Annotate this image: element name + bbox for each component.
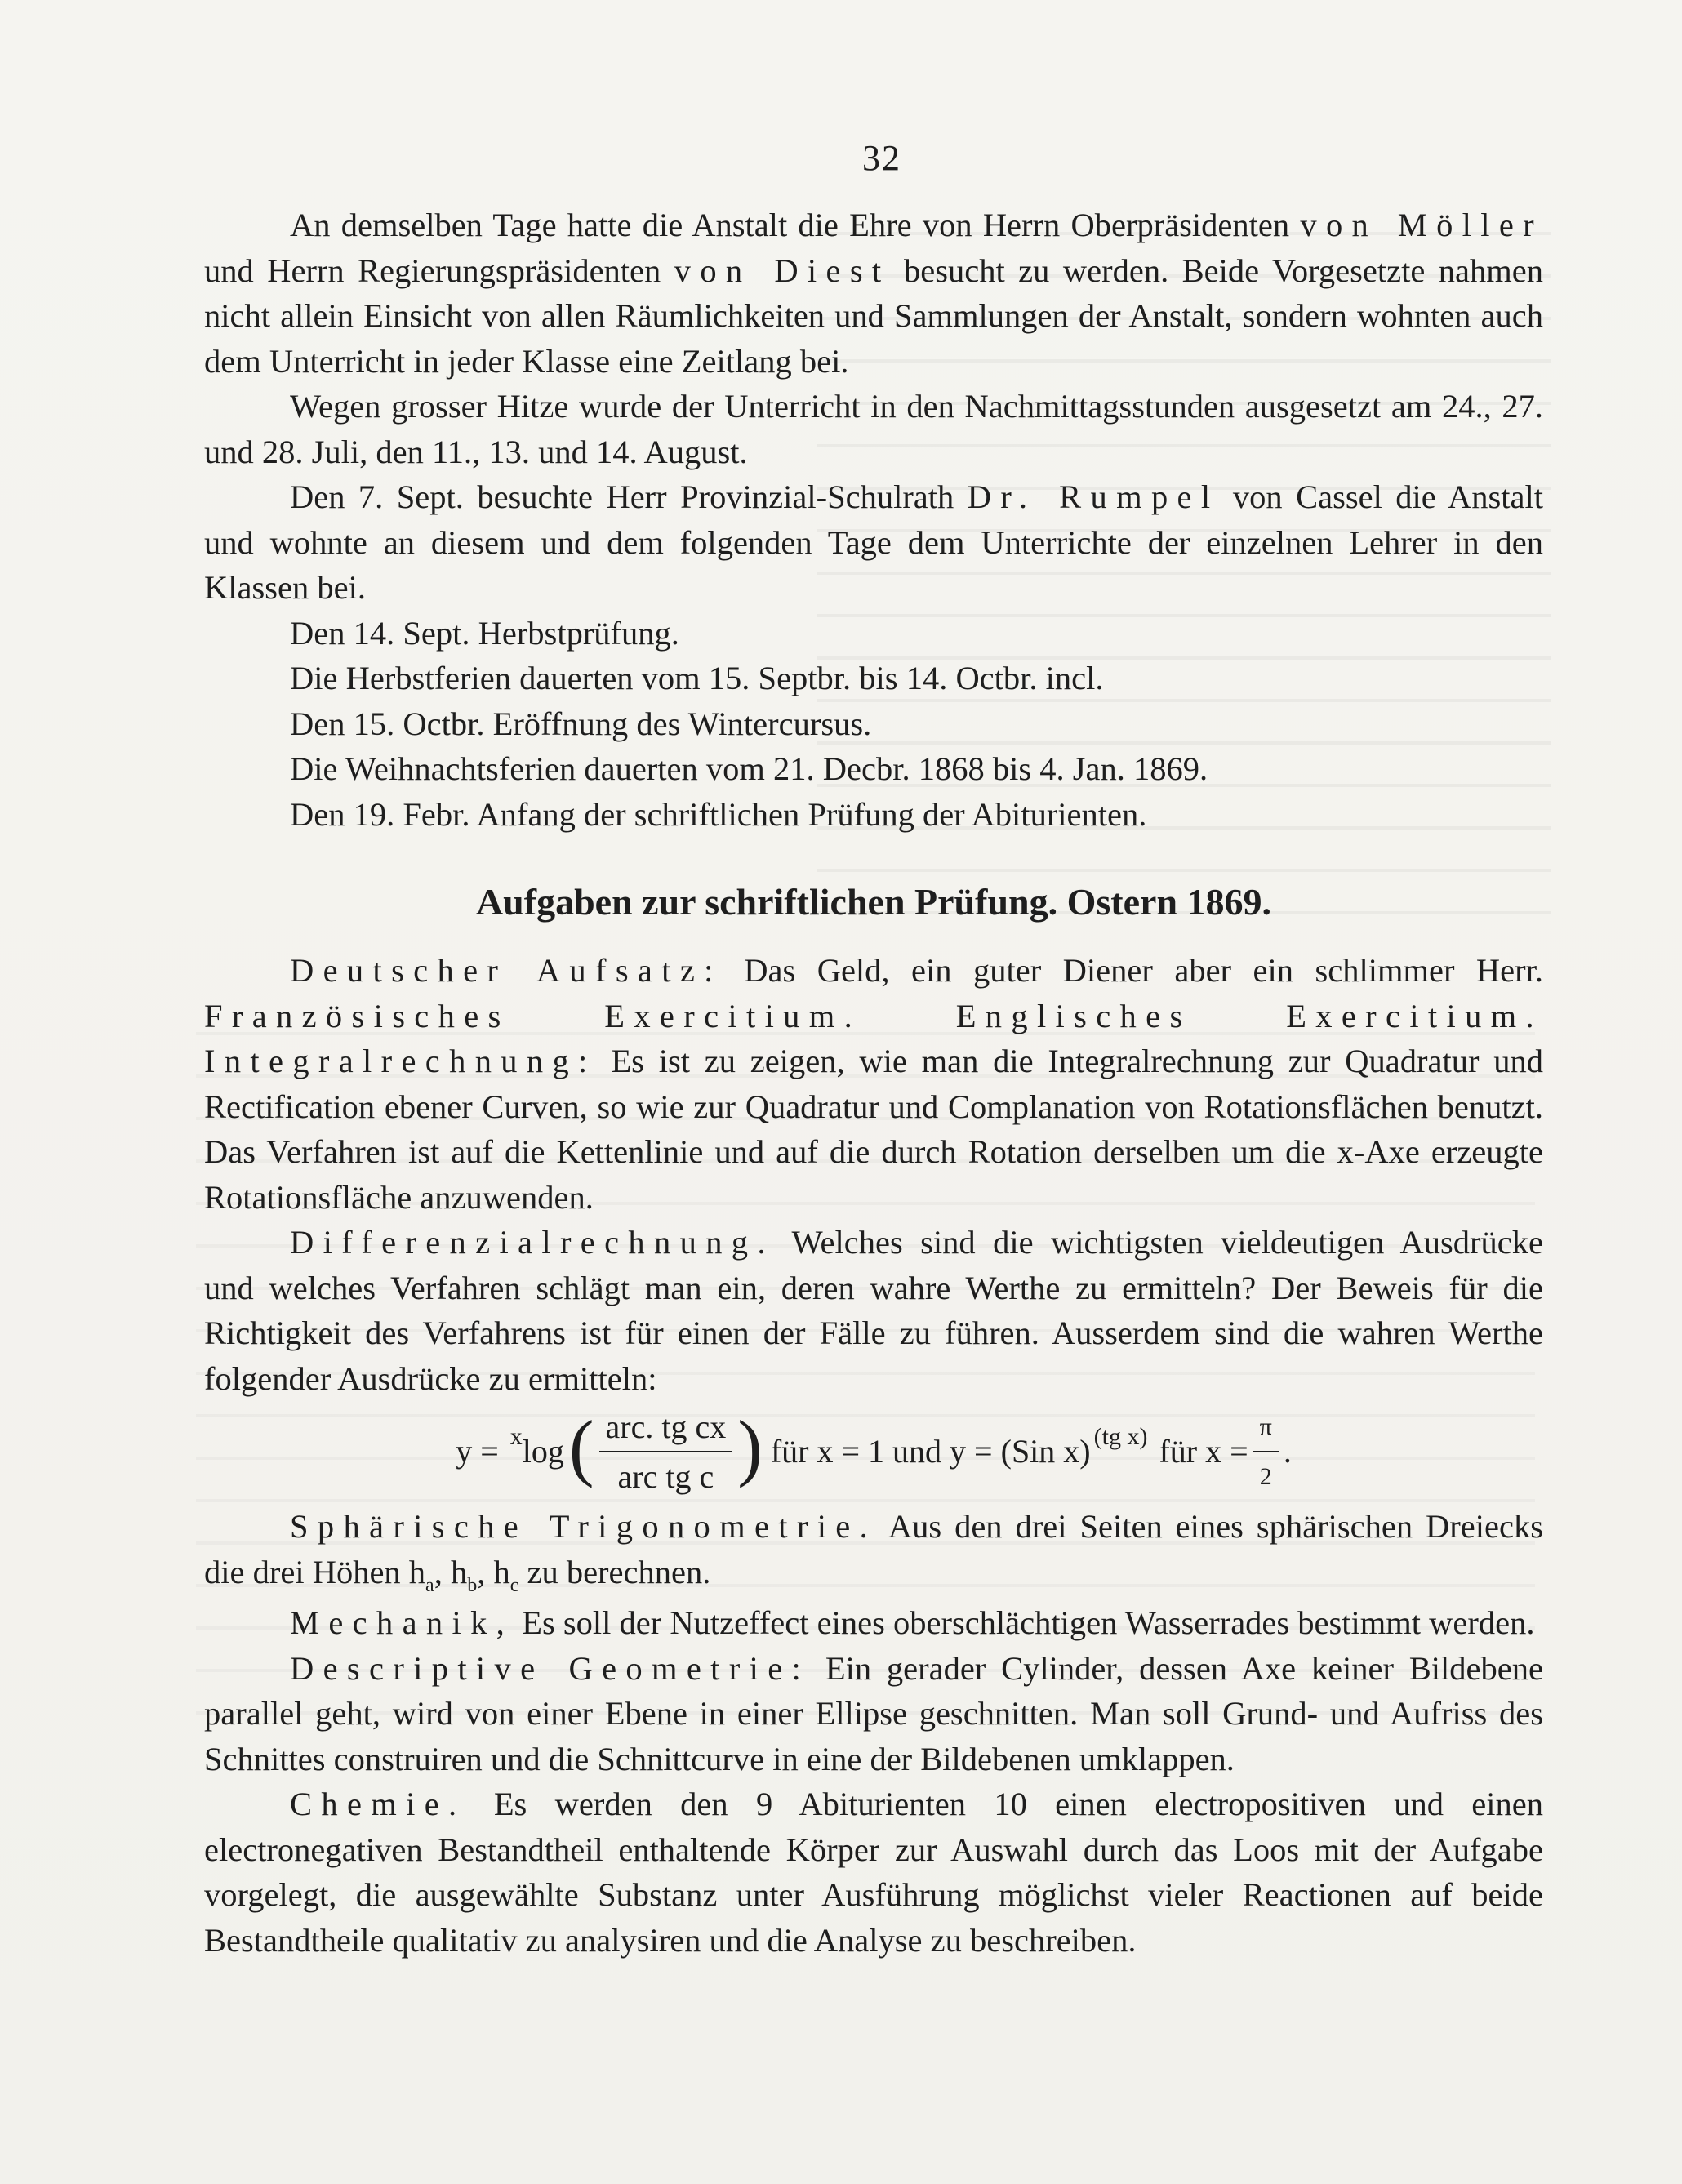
formula-left-paren: ( <box>568 1405 594 1488</box>
formula-condition: für x = 1 und y = (Sin x) <box>770 1433 1091 1470</box>
paragraph-mechanik <box>204 1600 1543 1646</box>
height-c-sub: c <box>509 1574 519 1596</box>
name-diest: von Diest <box>674 251 891 289</box>
formula-right-paren: ) <box>737 1405 763 1488</box>
math-formula <box>204 1403 1543 1501</box>
subject-integralrechnung: Integralrechnung: <box>204 1043 597 1079</box>
subject-deutsch: Deutscher Aufsatz: <box>290 952 723 989</box>
subject-franzoesisch: Französisches Exercitium. <box>204 997 862 1034</box>
paragraph-herbstferien: Die Herbstferien dauerten vom 15. Septbr. bis 14. Octbr. incl. <box>290 660 1104 696</box>
comma: , <box>477 1553 494 1590</box>
text-run: besucht zu werden. Beide Vorgesetzte nahmen nicht allein Einsicht von allen Räumlichkeiten und Sammlungen der Anstalt, sondern wohnten auch dem Unterricht in jeder Klasse eine Zeitlang bei. <box>204 251 1543 380</box>
text-run: Es soll der Nutzeffect eines oberschlächtigen Wasserrades bestimmt werden. <box>514 1604 1535 1641</box>
text-run: von Cassel die Anstalt und wohnte an diesem und dem folgenden Tage dem Unterrichte der einzelnen Lehrer in den Klassen bei. <box>204 478 1543 606</box>
paragraph-weihnachtsferien: Die Weihnachtsferien dauerten vom 21. Decbr. 1868 bis 4. Jan. 1869. <box>290 750 1208 787</box>
formula-denominator: arc tg c <box>617 1458 714 1495</box>
formula-pi: π <box>1253 1404 1279 1453</box>
text-run: Welches sind die wichtigsten vieldeutigen Ausdrücke und welches Verfahren schlägt man ein, deren wahre Werthe zu ermitteln? Der Beweis für die Richtigkeit des Verfahrens ist für einen der Fälle zu führen. Ausserdem sind die wahren Werthe folgender Ausdrücke zu ermitteln: <box>204 1224 1543 1397</box>
paragraph-deutsch-franz-engl-integral <box>204 948 1543 1220</box>
text-run: Aus den drei Seiten eines sphärischen Dreiecks die drei Höhen <box>204 1508 1543 1590</box>
formula-fraction <box>599 1404 733 1500</box>
paragraph-schulrath-visit <box>204 474 1543 611</box>
formula-numerator: arc. tg cx <box>599 1404 733 1453</box>
formula-lhs: y = <box>456 1433 499 1470</box>
height-c: h <box>493 1553 510 1590</box>
text-run: Ein gerader Cylinder, dessen Axe keiner Bildebene parallel geht, wird von einer Ebene in einer Ellipse geschnitten. Man soll Grund- und Aufriss des Schnittes construiren und die Schnittcurve in eine der Bildebenen umklappen. <box>204 1649 1543 1777</box>
name-rumpel: Dr. Rumpel <box>967 478 1220 515</box>
text-run: und Herrn Regierungspräsidenten <box>204 251 674 289</box>
subject-chemie: Chemie. <box>290 1786 466 1822</box>
height-b-sub: b <box>467 1574 478 1596</box>
text-run: Es werden den 9 Abiturienten 10 einen electropositiven und einen electronegativen Bestandtheil enthaltende Körper zur Auswahl durch das Loos mit der Aufgabe vorgelegt, die ausgewählte Substanz unter Ausführung möglichst vieler Reactionen auf beide Bestandtheile qualitativ zu analysiren und die Analyse zu beschreiben. <box>204 1786 1543 1959</box>
paragraph-wintercursus: Den 15. Octbr. Eröffnung des Wintercursus. <box>290 705 872 742</box>
text-run: zu berechnen. <box>518 1553 711 1590</box>
name-moeller: von Möller <box>1300 207 1543 243</box>
paragraph-sphaerische-trigonometrie <box>204 1504 1543 1600</box>
formula-period: . <box>1283 1433 1292 1470</box>
height-a-sub: a <box>425 1574 434 1596</box>
comma: , <box>434 1553 451 1590</box>
paragraph-heat-break: Wegen grosser Hitze wurde der Unterricht in den Nachmittagsstunden ausgesetzt am 24., 27. und 28. Juli, den 11., 13. und 14. August. <box>204 388 1543 470</box>
paragraph-descriptive-geometrie <box>204 1646 1543 1782</box>
formula-two: 2 <box>1259 1463 1272 1490</box>
text-run: Das Geld, ein guter Diener aber ein schlimmer Herr. <box>722 952 1543 989</box>
paragraph-herbstpruefung: Den 14. Sept. Herbstprüfung. <box>290 614 679 652</box>
height-b: h <box>450 1553 468 1590</box>
subject-differenzialrechnung: Differenzialrechnung. <box>290 1224 775 1261</box>
formula-pi-half <box>1253 1404 1279 1500</box>
subject-englisch: Englisches Exercitium. <box>861 997 1543 1034</box>
page-number: 32 <box>862 138 901 178</box>
paragraph-schriftliche-pruefung: Den 19. Febr. Anfang der schriftlichen Prüfung der Abiturienten. <box>290 795 1147 833</box>
section-heading: Aufgaben zur schriftlichen Prüfung. Ostern 1869. <box>475 881 1272 923</box>
subject-sphaerische-trigonometrie: Sphärische Trigonometrie. <box>290 1508 878 1545</box>
formula-condition-2: für x = <box>1159 1433 1248 1470</box>
height-a: h <box>408 1553 426 1590</box>
page-body <box>204 202 1543 1963</box>
subject-descriptive-geometrie: Descriptive Geometrie: <box>290 1649 811 1687</box>
formula-log: log <box>522 1433 564 1470</box>
subject-mechanik: Mechanik, <box>290 1604 514 1641</box>
paragraph-differenzialrechnung <box>204 1220 1543 1401</box>
paragraph-chemie <box>204 1781 1543 1963</box>
paragraph-visit-officials <box>204 202 1543 384</box>
text-run: Den 7. Sept. besuchte Herr Provinzial-Schulrath <box>290 478 968 515</box>
text-run: An demselben Tage hatte die Anstalt die Ehre von Herrn Oberpräsidenten <box>290 207 1301 243</box>
text-run: Es ist zu zeigen, wie man die Integralrechnung zur Quadratur und Rectification ebener Curven, so wie zur Quadratur und Complanation von Rotationsflächen benutzt. Das Verfahren ist auf die Kettenlinie und auf die durch Rotation derselben um die x-Axe erzeugte Rotationsfläche anzuwenden. <box>204 1043 1543 1216</box>
formula-exponent: (tg x) <box>1093 1423 1148 1451</box>
formula-log-base: x <box>509 1423 523 1451</box>
